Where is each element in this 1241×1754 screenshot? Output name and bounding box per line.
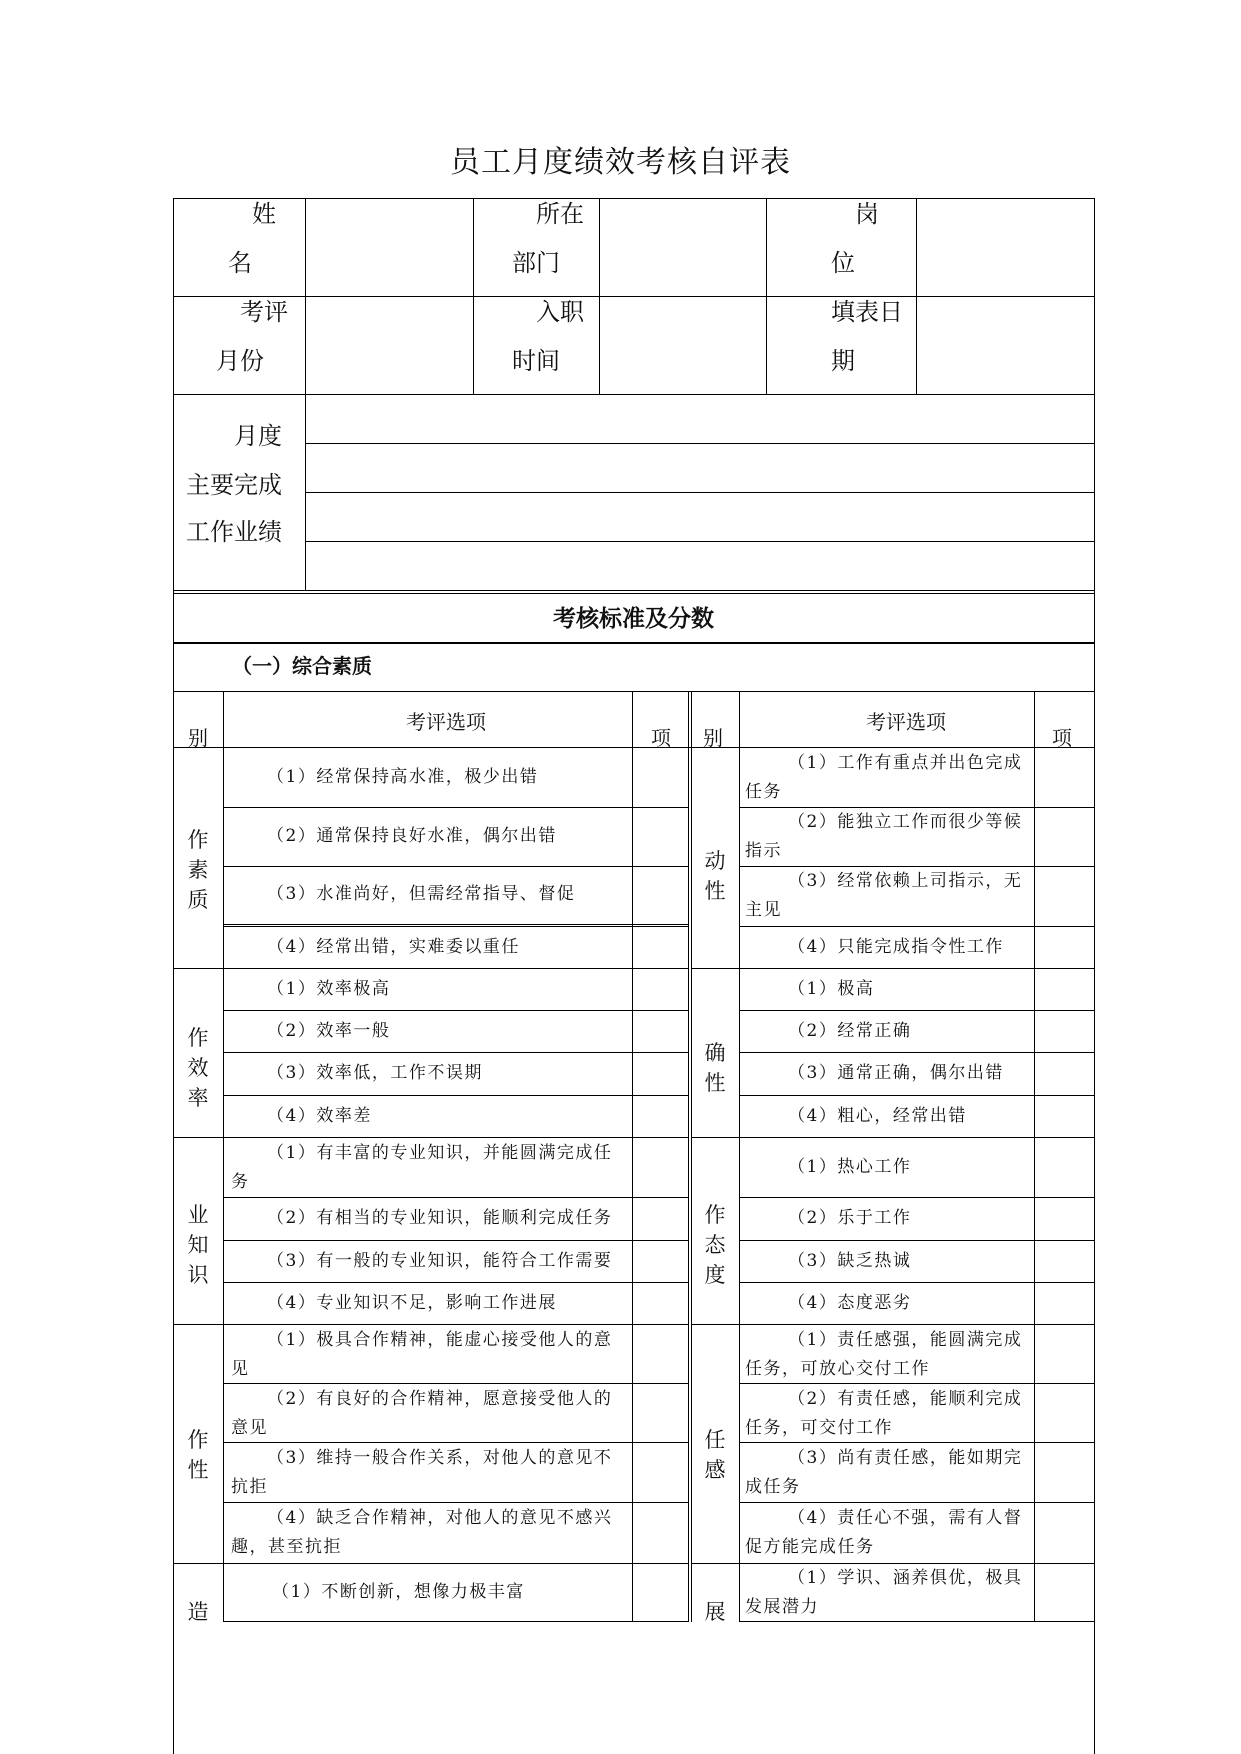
option-item[interactable]: （3）尚有责任感，能如期完成任务: [745, 1448, 1023, 1497]
option-item[interactable]: （3）通常正确，偶尔出错: [788, 1063, 1004, 1083]
option-item[interactable]: （1）效率极高: [267, 979, 391, 999]
option-item[interactable]: （2）乐于工作: [788, 1208, 912, 1228]
option-item[interactable]: （1）经常保持高水准，极少出错: [267, 767, 539, 787]
category-label: 确: [704, 1041, 726, 1065]
section-title: 考核标准及分数: [553, 606, 714, 632]
option-item[interactable]: （4）粗心，经常出错: [788, 1106, 967, 1126]
position-label-1: 岗: [855, 200, 879, 228]
option-item[interactable]: （3）水准尚好，但需经常指导、督促: [267, 884, 576, 904]
name-label-2: 名: [228, 249, 252, 277]
hire-label-1: 入职: [536, 298, 584, 326]
department-label-1: 所在: [536, 200, 584, 228]
date-label-2: 期: [831, 347, 855, 375]
category-label: 展: [704, 1600, 726, 1624]
achievements-label-2: 主要完成: [186, 471, 282, 499]
category-label: 性: [187, 1458, 209, 1482]
category-label: 率: [187, 1086, 209, 1110]
category-label: 作: [187, 828, 209, 852]
col-divider: [173, 643, 174, 691]
col-divider: [473, 198, 474, 394]
row-divider: [173, 691, 1095, 692]
name-field[interactable]: [306, 199, 472, 295]
category-label: 质: [187, 888, 209, 912]
date-label-1: 填表日: [831, 298, 903, 326]
option-item[interactable]: （1）工作有重点并出色完成任务: [745, 753, 1023, 802]
option-item[interactable]: （3）经常依赖上司指示，无主见: [745, 871, 1023, 920]
position-field[interactable]: [917, 199, 1094, 295]
department-label-2: 部门: [512, 249, 560, 277]
month-label-2: 月份: [216, 347, 264, 375]
month-field[interactable]: [306, 297, 472, 393]
option-item[interactable]: （2）经常正确: [788, 1021, 912, 1041]
option-item[interactable]: （1）极具合作精神，能虚心接受他人的意见: [231, 1330, 613, 1379]
option-item[interactable]: （1）热心工作: [788, 1157, 912, 1177]
row-divider: [173, 593, 1095, 594]
achievements-label-1: 月度: [234, 422, 282, 450]
category-label: 业: [187, 1203, 209, 1227]
score-cell-column-right[interactable]: [1035, 748, 1094, 1621]
option-item[interactable]: （4）缺乏合作精神，对他人的意见不感兴趣，甚至抗拒: [231, 1508, 613, 1557]
option-item[interactable]: （4）只能完成指令性工作: [788, 937, 1004, 957]
category-label: 素: [187, 858, 209, 882]
name-label-1: 姓: [252, 200, 276, 228]
category-label: 性: [704, 1071, 726, 1095]
right-options-header: 考评选项: [866, 710, 946, 734]
category-label: 造: [187, 1600, 209, 1624]
option-item[interactable]: （1）不断创新，想像力极丰富: [272, 1582, 525, 1602]
category-label: 任: [704, 1428, 726, 1452]
category-label: 效: [187, 1056, 209, 1080]
category-label: 度: [704, 1263, 726, 1287]
hire-date-field[interactable]: [600, 297, 765, 393]
right-category-header: 别: [703, 726, 723, 750]
left-score-header: 项: [651, 726, 671, 750]
option-item[interactable]: （2）有责任感，能顺利完成任务，可交付工作: [745, 1389, 1023, 1438]
option-item[interactable]: （2）有良好的合作精神，愿意接受他人的意见: [231, 1389, 613, 1438]
category-label: 知: [187, 1233, 209, 1257]
option-item[interactable]: （4）经常出错，实难委以重任: [267, 937, 520, 957]
right-score-header: 项: [1052, 726, 1072, 750]
option-item[interactable]: （1）责任感强，能圆满完成任务，可放心交付工作: [745, 1330, 1023, 1379]
option-item[interactable]: （1）极高: [788, 979, 875, 999]
page-title: 员工月度绩效考核自评表: [450, 145, 791, 180]
option-item[interactable]: （1）有丰富的专业知识，并能圆满完成任务: [231, 1143, 613, 1192]
option-item[interactable]: （4）效率差: [267, 1106, 372, 1126]
achievements-field[interactable]: [306, 395, 1094, 589]
category-label: 识: [187, 1263, 209, 1287]
category-label: 态: [704, 1233, 726, 1257]
option-item[interactable]: （1）学识、涵养俱优，极具发展潜力: [745, 1568, 1023, 1617]
position-label-2: 位: [831, 249, 855, 277]
subsection-title: （一）综合素质: [232, 654, 372, 678]
left-category-header: 别: [188, 726, 208, 750]
category-label: 作: [704, 1203, 726, 1227]
month-label-1: 考评: [240, 298, 288, 326]
option-item[interactable]: （4）责任心不强，需有人督促方能完成任务: [745, 1508, 1023, 1557]
fill-date-field[interactable]: [917, 297, 1094, 393]
col-divider: [1094, 643, 1095, 691]
department-field[interactable]: [600, 199, 765, 295]
option-item[interactable]: （3）缺乏热诚: [788, 1251, 912, 1271]
category-label: 作: [187, 1026, 209, 1050]
option-item[interactable]: （3）有一般的专业知识，能符合工作需要: [267, 1251, 613, 1271]
score-cell-column-left[interactable]: [633, 748, 688, 1621]
option-item[interactable]: （4）态度恶劣: [788, 1293, 912, 1313]
option-item[interactable]: （2）有相当的专业知识，能顺利完成任务: [267, 1208, 613, 1228]
category-label: 性: [704, 879, 726, 903]
option-item[interactable]: （3）效率低，工作不误期: [267, 1063, 483, 1083]
option-item[interactable]: （2）能独立工作而很少等候指示: [745, 812, 1023, 861]
option-item[interactable]: （2）通常保持良好水准，偶尔出错: [267, 826, 557, 846]
category-label: 作: [187, 1428, 209, 1452]
hire-label-2: 时间: [512, 347, 560, 375]
option-item[interactable]: （4）专业知识不足，影响工作进展: [267, 1293, 557, 1313]
row-divider: [173, 643, 1095, 644]
col-divider: [766, 198, 767, 394]
left-options-header: 考评选项: [406, 710, 486, 734]
achievements-label-3: 工作业绩: [186, 518, 282, 546]
option-item[interactable]: （2）效率一般: [267, 1021, 391, 1041]
option-item[interactable]: （3）维持一般合作关系，对他人的意见不抗拒: [231, 1448, 613, 1497]
row-divider: [173, 590, 1095, 591]
category-label: 感: [704, 1458, 726, 1482]
category-label: 动: [704, 849, 726, 873]
